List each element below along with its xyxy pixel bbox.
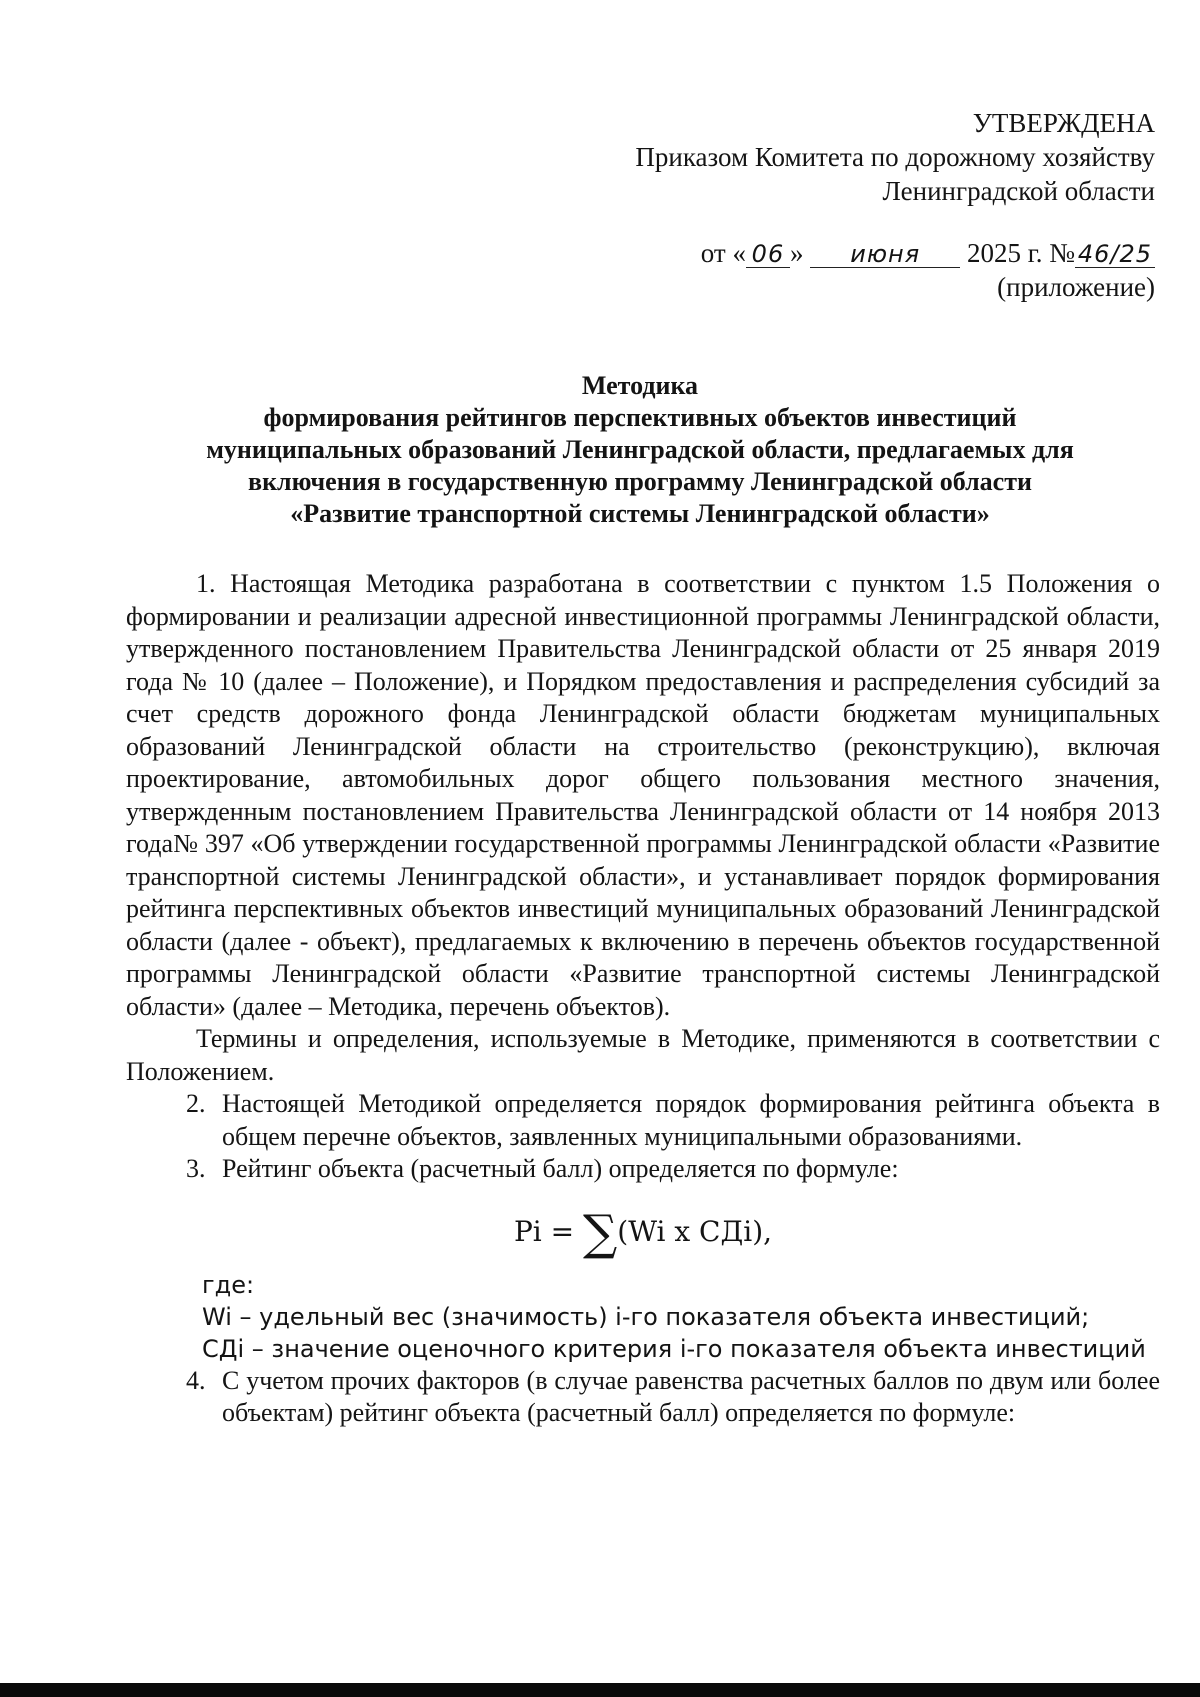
handwritten-day: 06	[746, 241, 790, 268]
document-title	[120, 370, 1160, 530]
approval-block	[455, 106, 1155, 304]
item-2-text: Настоящей Методикой определяется порядок формирования рейтинга объекта в общем перечне объектов, заявленных муниципальными образованиями.	[222, 1089, 1160, 1151]
list-item-3	[126, 1153, 1160, 1186]
item-4-text: С учетом прочих факторов (в случае равенства расчетных баллов по двум или более объектам) рейтинг объекта (расчетный балл) определяется по формуле:	[222, 1365, 1160, 1427]
date-quote-close: »	[789, 238, 804, 268]
paragraph-terms: Термины и определения, используемые в Методике, применяются в соответствии с Положением.	[126, 1024, 1160, 1086]
formula-right: (Wi x СДi),	[617, 1214, 773, 1248]
definition-sd: СДi – значение оценочного критерия i-го показателя объекта инвестиций	[202, 1334, 1146, 1363]
handwritten-month: июня	[810, 241, 960, 268]
paragraph-1: 1. Настоящая Методика разработана в соответствии с пунктом 1.5 Положения о формировании и реализации адресной инвестиционной программы Ленинградской области, утвержденного постановлением Правительства Ленинградской области от 25 января 2019 года № 10 (далее – Положение), и Порядком предоставления и распределения субсидий за счет средств дорожного фонда Ленинградской области бюджетам муниципальных образований Ленинградской области на строительство (реконструкцию), включая проектирование, автомобильных дорог общего пользования местного значения, утвержденным постановлением Правительства Ленинградской области от 14 ноября 2013 года№ 397 «Об утверждении государственной программы Ленинградской области «Развитие транспортной системы Ленинградской области», и устанавливает порядок формирования рейтинга перспективных объектов инвестиций муниципальных образований Ленинградской области (далее - объект), предлагаемых к включению в перечень объектов государственной программы Ленинградской области «Развитие транспортной системы Ленинградской области» (далее – Методика, перечень объектов).	[126, 569, 1160, 1021]
title-line-3: муниципальных образований Ленинградской области, предлагаемых для	[206, 435, 1074, 464]
scan-bottom-edge	[0, 1683, 1200, 1697]
title-line-1: Методика	[581, 371, 699, 400]
where-label: где:	[202, 1270, 255, 1299]
approval-heading: УТВЕРЖДЕНА	[972, 108, 1155, 138]
approval-date-line	[455, 236, 1155, 270]
approval-region-line: Ленинградской области	[882, 176, 1155, 206]
item-3-text: Рейтинг объекта (расчетный балл) определяется по формуле:	[222, 1154, 899, 1183]
item-4-number: 4.	[186, 1365, 206, 1395]
rating-formula	[126, 1204, 1160, 1261]
item-2-number: 2.	[186, 1089, 206, 1118]
sum-sigma: ∑	[583, 1204, 618, 1261]
item-3-number: 3.	[186, 1154, 206, 1183]
date-prefix: от «	[700, 238, 746, 268]
list-item-4	[126, 1365, 1160, 1430]
handwritten-order-number: 46/25	[1075, 241, 1155, 268]
approval-order-line: Приказом Комитета по дорожному хозяйству	[635, 142, 1155, 172]
title-line-5: «Развитие транспортной системы Ленинградской области»	[290, 499, 990, 528]
title-line-2: формирования рейтингов перспективных объектов инвестиций	[263, 403, 1017, 432]
formula-left: Pi =	[513, 1214, 584, 1248]
definition-w: Wi – удельный вес (значимость) i-го показателя объекта инвестиций;	[202, 1302, 1090, 1331]
appendix-label: (приложение)	[997, 272, 1155, 302]
date-year: 2025 г. №	[966, 238, 1075, 268]
list-item-2	[126, 1088, 1160, 1153]
title-line-4: включения в государственную программу Ленинградской области	[248, 467, 1032, 496]
document-body	[126, 568, 1160, 1430]
